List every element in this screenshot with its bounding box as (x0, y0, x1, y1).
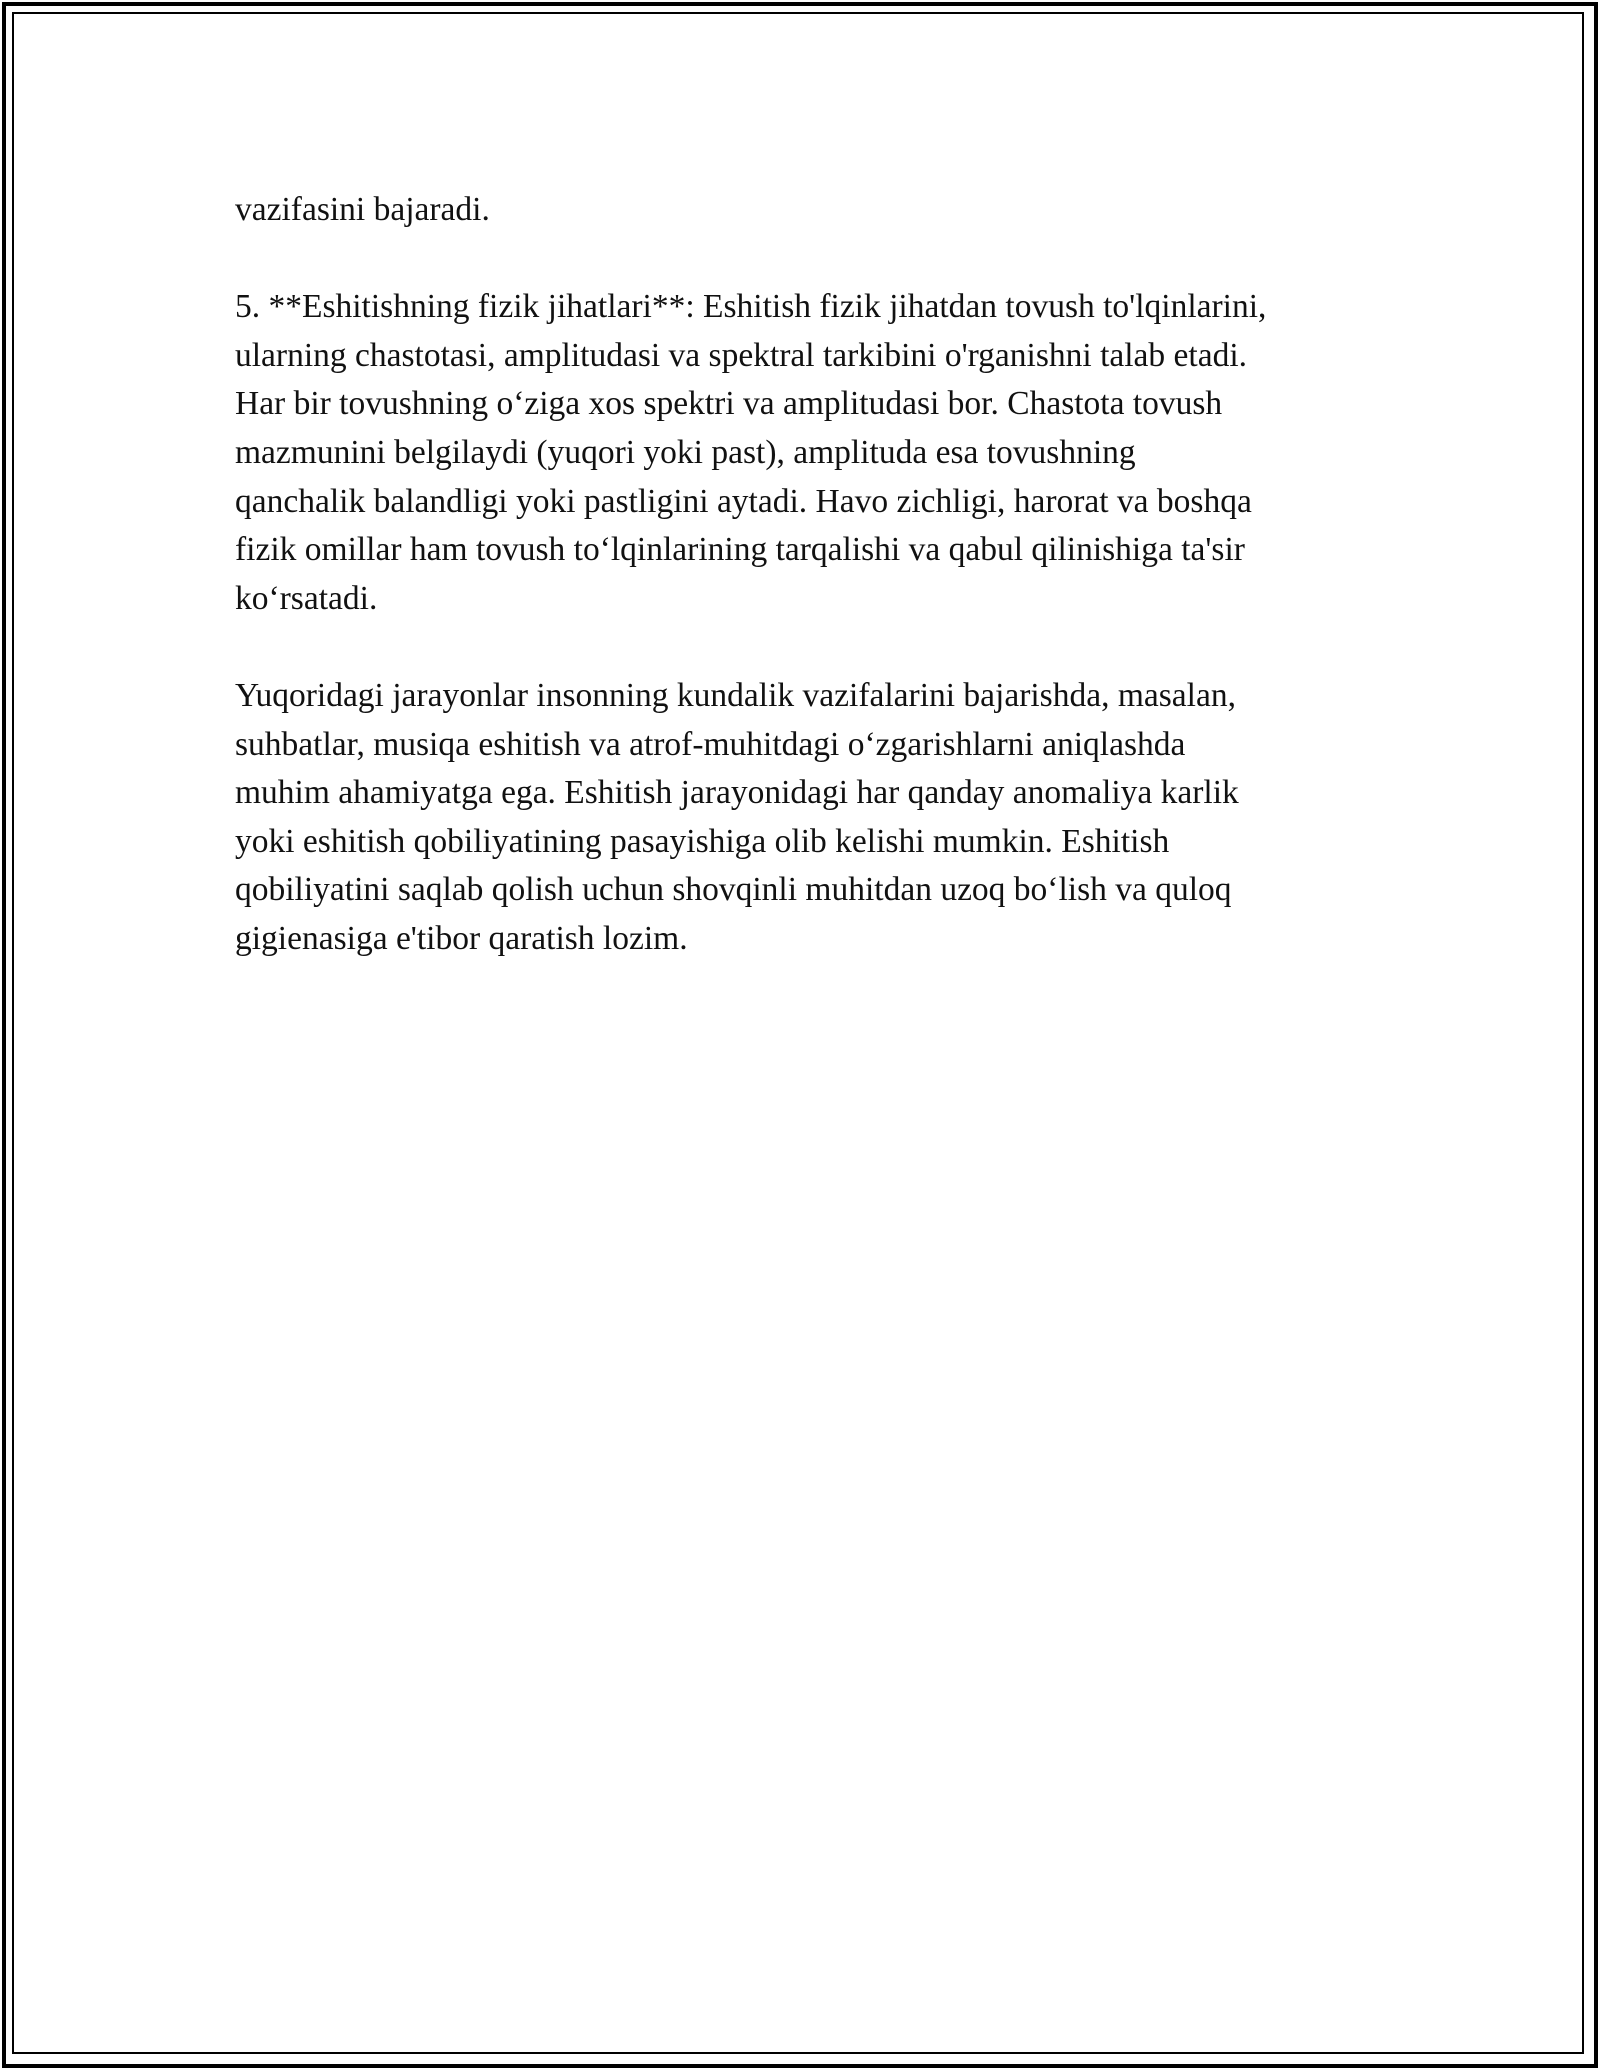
paragraph-continuation: vazifasini bajaradi. (235, 191, 490, 228)
paragraph-physical-aspects: 5. **Eshitishning fizik jihatlari**: Eshitish fizik jihatdan tovush to'lqinlarini, ularning chastotasi, amplitudasi va spektral tarkibini o'rganishni talab etadi. Har bir tovushning o‘ziga xos spektri va amplitudasi bor. Chastota tovush mazmunini belgilaydi (yuqori yoki past), amplituda esa tovushning qanchalik balandligi yoki pastligini aytadi. Havo zichligi, harorat va boshqa fizik omillar ham tovush to‘lqinlarining tarqalishi va qabul qilinishiga ta'sir ko‘rsatadi. (235, 288, 1267, 617)
paragraph-conclusion: Yuqoridagi jarayonlar insonning kundalik vazifalarini bajarishda, masalan, suhbatlar, musiqa eshitish va atrof-muhitdagi o‘zgarishlarni aniqlashda muhim ahamiyatga ega. Eshitish jarayonidagi har qanday anomaliya karlik yoki eshitish qobiliyatining pasayishiga olib kelishi mumkin. Eshitish qobiliyatini saqlab qolish uchun shovqinli muhitdan uzoq bo‘lish va quloq gigienasiga e'tibor qaratish lozim. (235, 676, 1239, 957)
document-body (235, 186, 1395, 1012)
